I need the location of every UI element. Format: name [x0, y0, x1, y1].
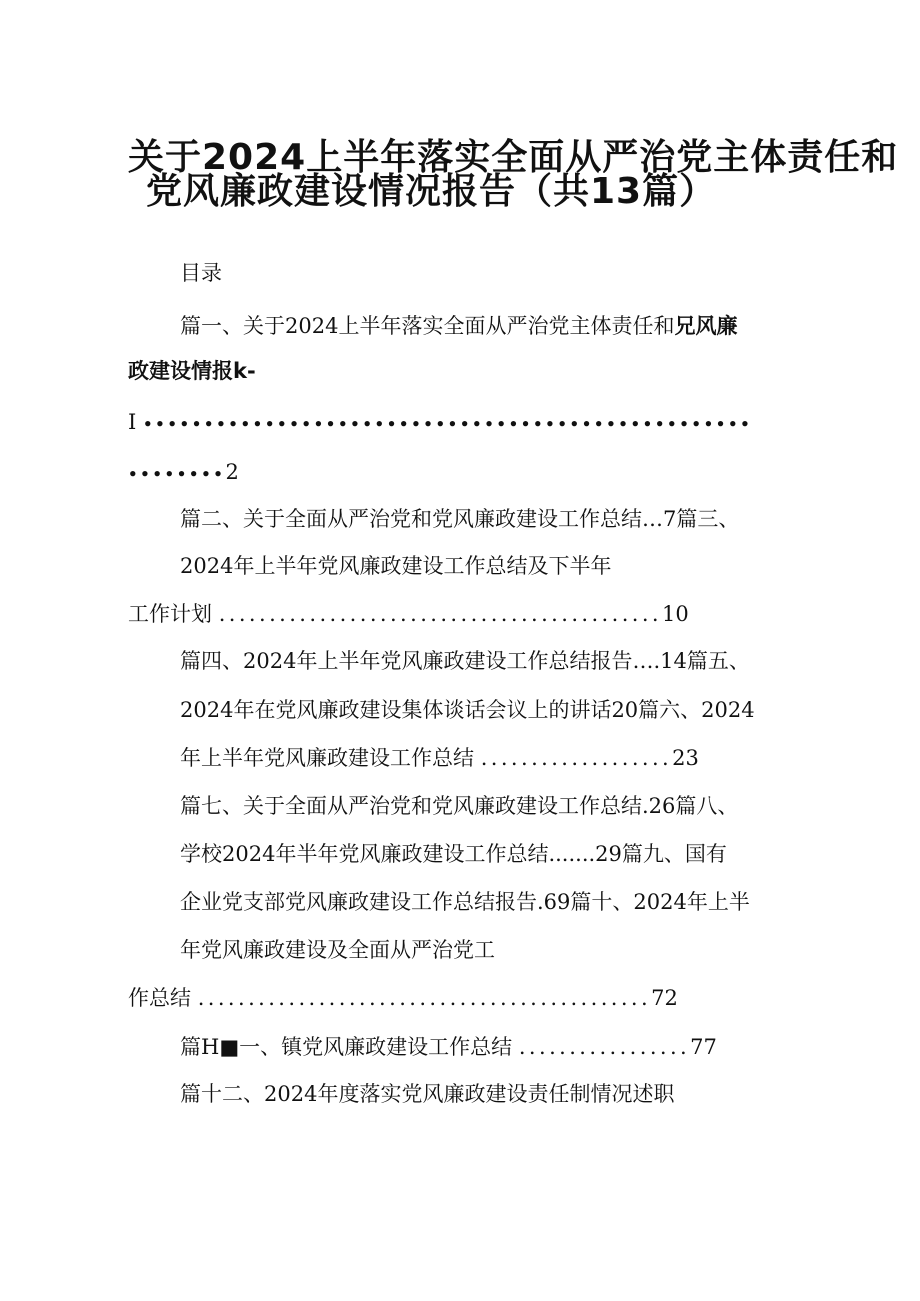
toc-entry-10-continued	[128, 988, 678, 1009]
toc-entry-3: 2024年上半年党风廉政建设工作总结及下半年	[180, 554, 612, 578]
toc-entry-9: 企业党支部党风廉政建设工作总结报告.69篇十、2024年上半	[180, 890, 750, 914]
toc-entry-1	[180, 316, 737, 337]
toc-leader-dots: .................	[518, 1035, 691, 1059]
toc-leader-row-2	[128, 462, 239, 483]
toc-leader-dots: ••••••••••••••••••••••••••••••••••••••••••••••••••	[142, 415, 753, 433]
toc-entry-text: 工作计划	[128, 602, 212, 626]
toc-heading: 目录	[180, 261, 222, 285]
toc-entry-text: 篇H■一、镇党风廉政建设工作总结	[180, 1035, 513, 1059]
toc-entry-12: 篇十二、2024年度落实党风廉政建设责任制情况述职	[180, 1082, 675, 1106]
toc-page-number: 10	[662, 602, 689, 626]
toc-leader-dots: .............................................	[197, 986, 652, 1010]
toc-entry-text: 作总结	[128, 986, 191, 1010]
toc-leader-dots: ••••••••	[128, 465, 226, 483]
toc-page-number: 2	[225, 460, 239, 484]
toc-entry-10: 年党风廉政建设及全面从严治党工	[180, 938, 495, 962]
toc-page-number: 77	[690, 1035, 717, 1059]
toc-entry-1-text: 篇一、关于2024上半年落实全面从严治党主体责任和	[180, 314, 675, 338]
toc-entry-1-continued: 政建设情报k-	[128, 359, 256, 383]
toc-page-number: 72	[651, 986, 678, 1010]
toc-entry-11	[180, 1037, 717, 1058]
toc-entry-2: 篇二、关于全面从严治党和党风廉政建设工作总结…7篇三、	[180, 507, 740, 531]
toc-entry-5: 2024年在党风廉政建设集体谈话会议上的讲话20篇六、2024	[180, 698, 755, 722]
toc-leader-mark: I	[128, 410, 137, 434]
toc-leader-row-1	[128, 412, 752, 433]
toc-leader-dots: ...................	[480, 746, 673, 770]
toc-entry-4: 篇四、2024年上半年党风廉政建设工作总结报告….14篇五、	[180, 649, 750, 673]
toc-leader-dots: ............................................	[218, 602, 663, 626]
toc-entry-8: 学校2024年半年党风廉政建设工作总结.......29篇九、国有	[180, 842, 727, 866]
toc-page-number: 23	[672, 746, 699, 770]
toc-entry-text: 年上半年党风廉政建设工作总结	[180, 746, 474, 770]
toc-entry-1-bold-text: 兄风廉	[674, 314, 738, 338]
toc-entry-3-continued	[128, 604, 689, 625]
toc-entry-6-continued	[180, 748, 699, 769]
document-title-line-1: 关于2024上半年落实全面从严治党主体责任和	[128, 137, 899, 178]
toc-entry-7: 篇七、关于全面从严治党和党风廉政建设工作总结.26篇八、	[180, 794, 739, 818]
document-title-line-2: 党风廉政建设情况报告（共13篇）	[146, 171, 717, 212]
